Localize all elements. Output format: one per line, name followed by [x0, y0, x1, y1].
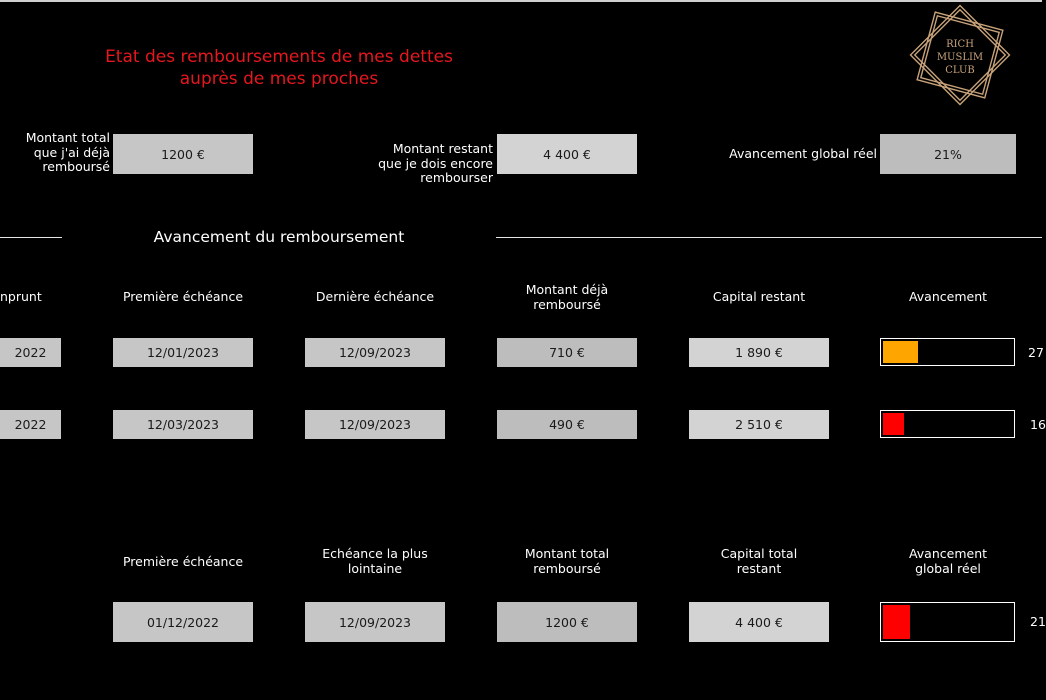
- col-header-loan: nprunt: [0, 289, 42, 304]
- row1-repaid: 710 €: [497, 338, 637, 367]
- totals-header-latest-due: [305, 547, 445, 576]
- totals-header-latest-due-line2: lointaine: [347, 560, 403, 576]
- col-header-last-due: Dernière échéance: [315, 289, 435, 304]
- totals-total-repaid: 1200 €: [497, 602, 637, 642]
- row2-loan-date: 2022: [0, 410, 61, 439]
- totals-header-total-remaining: [689, 547, 829, 576]
- top-border: [0, 0, 1042, 2]
- logo-emblem-icon: [905, 5, 1015, 109]
- col-header-remaining: Capital restant: [712, 289, 806, 304]
- row1-progress-percent: 27: [1028, 345, 1044, 360]
- row2-progress-bar: [880, 410, 1015, 438]
- row2-remaining: 2 510 €: [689, 410, 829, 439]
- remaining-label-line1: Montant restant: [392, 141, 493, 156]
- totals-header-total-repaid: [497, 547, 637, 576]
- row1-progress-fill: [883, 341, 918, 363]
- totals-latest-due: 12/09/2023: [305, 602, 445, 642]
- col-header-repaid-line1: Montant déjà: [525, 282, 609, 297]
- total-repaid-label-line3: remboursé: [42, 159, 110, 174]
- page-title-line1: Etat des remboursements de mes dettes: [105, 47, 453, 67]
- total-repaid-label-line1: Montant total: [25, 130, 110, 145]
- row1-last-due: 12/09/2023: [305, 338, 445, 367]
- totals-progress-bar: [880, 602, 1015, 642]
- totals-header-latest-due-line1: Echéance la plus: [322, 546, 428, 561]
- row2-progress-fill: [883, 413, 904, 435]
- remaining-value: 4 400 €: [497, 134, 637, 174]
- totals-header-total-repaid-line2: remboursé: [533, 560, 601, 576]
- row1-loan-date: 2022: [0, 338, 61, 367]
- totals-header-total-remaining-line2: restant: [736, 560, 782, 576]
- row1-remaining: 1 890 €: [689, 338, 829, 367]
- col-header-first-due: Première échéance: [122, 289, 244, 304]
- logo-text-3: CLUB: [945, 65, 975, 76]
- remaining-label-line3: rembourser: [420, 170, 493, 185]
- remaining-label-line2: que je dois encore: [378, 155, 493, 171]
- row2-progress-percent: 16: [1030, 417, 1046, 432]
- section-title: Avancement du remboursement: [153, 228, 405, 246]
- totals-first-due: 01/12/2022: [113, 602, 253, 642]
- total-repaid-label-line2: que j'ai déjà: [33, 144, 110, 160]
- col-header-repaid: [497, 283, 637, 312]
- section-divider-right: [496, 237, 1042, 238]
- remaining-label: [340, 142, 493, 186]
- total-repaid-value: 1200 €: [113, 134, 253, 174]
- global-progress-label: Avancement global réel: [729, 146, 877, 161]
- logo-text-1: RICH: [946, 39, 974, 50]
- totals-header-progress: [880, 547, 1016, 576]
- logo-text-2: MUSLIM: [936, 52, 984, 63]
- row2-first-due: 12/03/2023: [113, 410, 253, 439]
- row1-progress-bar: [880, 338, 1015, 366]
- totals-total-remaining: 4 400 €: [689, 602, 829, 642]
- totals-header-first-due: Première échéance: [122, 554, 244, 569]
- totals-progress-percent: 21: [1030, 614, 1046, 629]
- totals-header-total-remaining-line1: Capital total: [720, 546, 798, 561]
- totals-header-total-repaid-line1: Montant total: [524, 546, 610, 561]
- brand-logo: [905, 5, 1015, 109]
- global-progress-value: 21%: [880, 134, 1016, 174]
- page-title-line2: auprès de mes proches: [179, 69, 379, 89]
- page-title: [60, 46, 498, 90]
- row2-repaid: 490 €: [497, 410, 637, 439]
- row1-first-due: 12/01/2023: [113, 338, 253, 367]
- totals-header-progress-line2: global réel: [915, 560, 981, 576]
- col-header-repaid-line2: remboursé: [533, 296, 601, 312]
- col-header-progress: Avancement: [908, 289, 988, 304]
- totals-header-progress-line1: Avancement: [908, 546, 988, 561]
- totals-progress-fill: [883, 605, 910, 639]
- section-divider-left: [0, 237, 62, 238]
- row2-last-due: 12/09/2023: [305, 410, 445, 439]
- total-repaid-label: [0, 131, 110, 175]
